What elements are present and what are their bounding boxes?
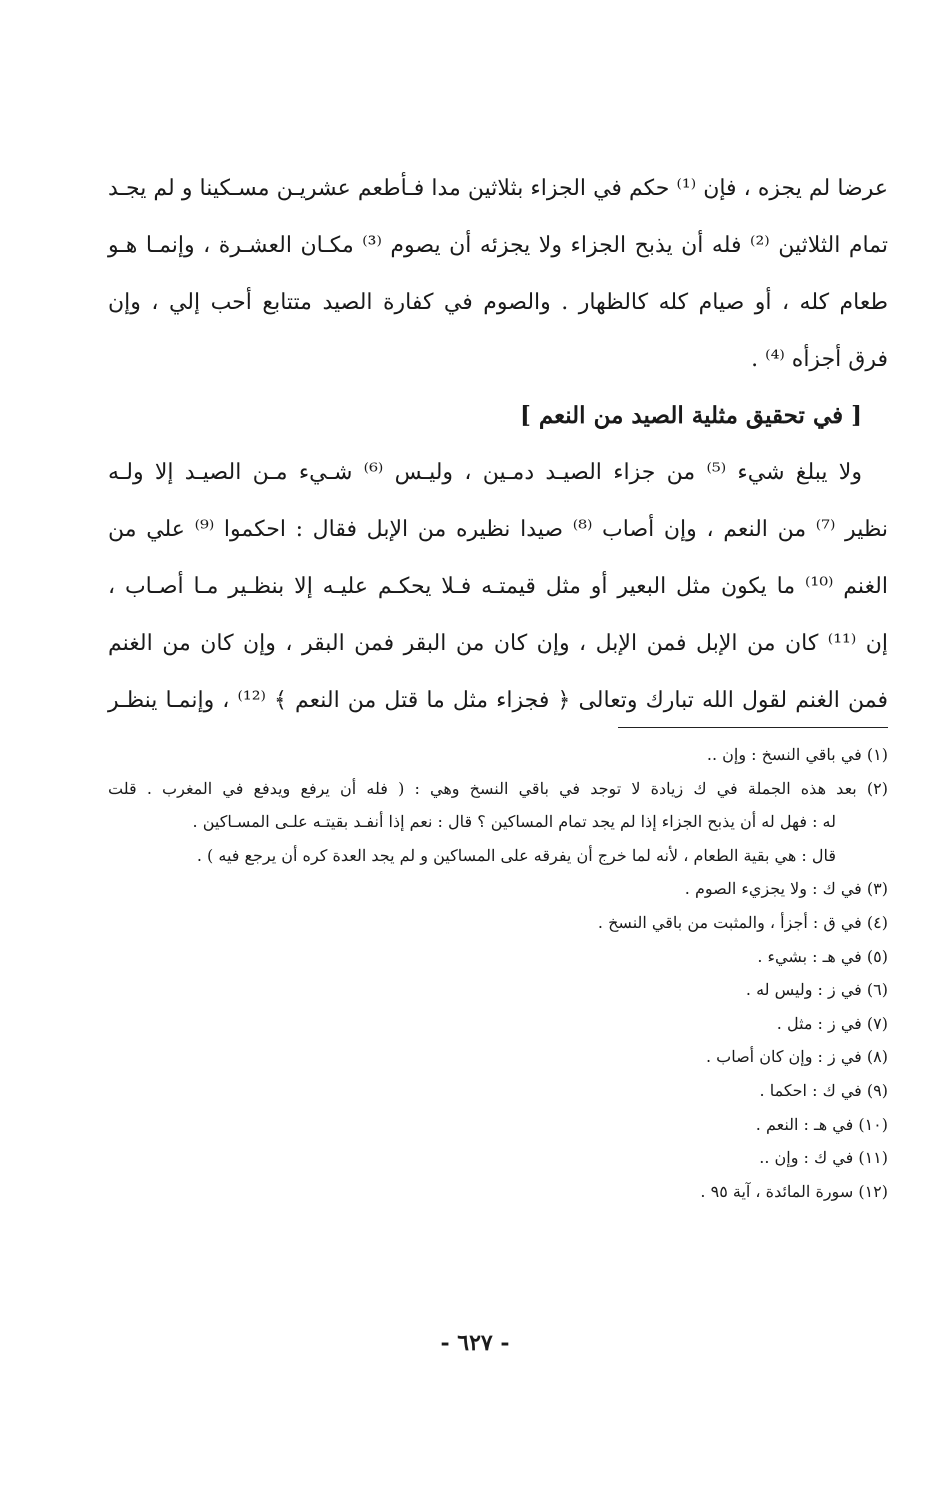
- footnote-divider: [618, 727, 888, 728]
- footnote: (٩) في ك : احكما .: [759, 1080, 888, 1100]
- footnote-continuation: له : فهل له أن يذبح الجزاء إذا لم يجد تمام المساكين ؟ قال : نعم إذا أنفـد بقيتـه علـى المسـاكين .: [192, 812, 836, 832]
- footnote: (٢) بعد هذه الجملة في ك زيادة لا توجد في باقي النسخ وهي : ( فله أن يرفع ويدفع في المغرب . قلت: [108, 778, 888, 798]
- footnote: (١١) في ك : وإن ..: [759, 1148, 888, 1168]
- text-line: فمن الغنم لقول الله تبارك وتعالى ﴿ فجزاء مثل ما قتل من النعم ﴾ ⁽¹²⁾ ، وإنمـا ينظـر: [108, 688, 888, 713]
- text-line: الغنم ⁽¹⁰⁾ ما يكون مثل البعير أو مثل قيمتـه فـلا يحكـم عليـه إلا بنظـير مـا أصـاب ،: [108, 574, 889, 599]
- footnote: (١) في باقي النسخ : وإن ..: [706, 745, 888, 764]
- footnote-continuation: قال : هي بقية الطعام ، لأنه لما خرج أن يفرقه على المساكين و لم يجد العدة كره أن يرجع فيه ) .: [196, 845, 836, 865]
- text-line: إن ⁽¹¹⁾ كان من الإبل فمن الإبل ، وإن كان من البقر فمن البقر ، وإن كان من الغنم: [108, 631, 888, 656]
- text-line: فرق أجزأه ⁽⁴⁾ .: [751, 347, 888, 372]
- text-line: نظير ⁽⁷⁾ من النعم ، وإن أصاب ⁽⁸⁾ صيدا نظيره من الإبل فقال : احكموا ⁽⁹⁾ علي من: [108, 517, 889, 542]
- text-line: ولا يبلغ شيء ⁽⁵⁾ من جزاء الصيـد دمـين ، وليـس ⁽⁶⁾ شـيء مـن الصيـد إلا ولـه: [108, 460, 862, 485]
- footnotes: [108, 738, 888, 1208]
- section-heading: [ في تحقيق مثلية الصيد من النعم ]: [519, 402, 862, 429]
- text-line: عرضا لم يجزه ، فإن ⁽¹⁾ حكم في الجزاء بثلاثين مدا فـأطعم عشريـن مسـكينا و لم يجـد: [108, 176, 888, 201]
- footnote: (٣) في ك : ولا يجزيء الصوم .: [684, 879, 888, 899]
- footnote: (٤) في ق : أجزأ ، والمثبت من باقي النسخ .: [597, 912, 888, 932]
- text-line: تمام الثلاثين ⁽²⁾ فله أن يذبح الجزاء ولا يجزئه أن يصوم ⁽³⁾ مكـان العشـرة ، وإنمـا هـو: [108, 233, 888, 258]
- footnote: (١٢) سورة المائدة ، آية ٩٥ .: [700, 1181, 888, 1201]
- footnote: (٧) في ز : مثل .: [776, 1013, 888, 1033]
- page-number: - ٦٢٧ -: [440, 1330, 510, 1356]
- footnote: (٦) في ز : وليس له .: [745, 980, 888, 1000]
- footnote: (٥) في هـ : بشيء .: [757, 946, 888, 966]
- footnote: (٨) في ز : وإن كان أصاب .: [705, 1047, 888, 1067]
- text-line: طعام كله ، أو صيام كله كالظهار . والصوم في كفارة الصيد متتابع أحب إلي ، وإن: [108, 290, 888, 315]
- main-text: [108, 160, 888, 729]
- footnote: (١٠) في هـ : النعم .: [755, 1114, 888, 1134]
